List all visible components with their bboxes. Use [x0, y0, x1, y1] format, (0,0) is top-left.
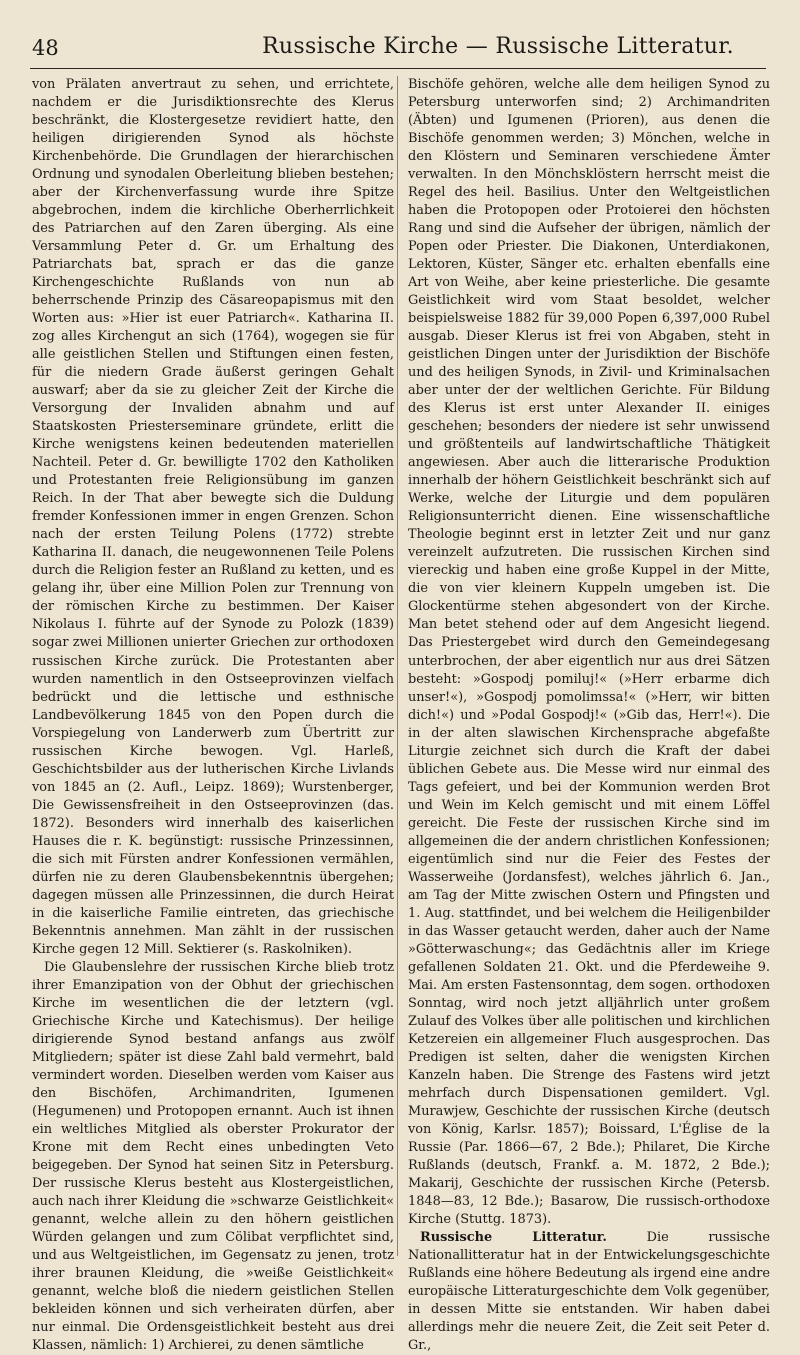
- running-title: Russische Kirche — Russische Litteratur.: [262, 34, 734, 59]
- column-divider: [397, 76, 398, 1256]
- entry-headword: Russische Litteratur.: [420, 1230, 607, 1245]
- right-paragraph-continuation: Bischöfe gehören, welche alle dem heiligen Synod zu Petersburg unterworfen sind; 2) Archimandriten (Äbten) und Igumenen (Prioren), aus denen die Bischöfe genommen werden; 3) Mönchen, welche in den Klöstern und Seminaren verschiedene Ämter verwalten. In den Mönchsklöstern herrscht meist die Regel des heil. Basilius. Unter den Weltgeistlichen haben die Protopopen oder Protoierei den höchsten Rang und sind die Aufseher der übrigen, nämlich der Popen oder Priester. Die Diakonen, Unterdiakonen, Lektoren, Küster, Sänger etc. erhalten ebenfalls eine Art von Weihe, aber keine priesterliche. Die gesamte Geistlichkeit wird vom Staat besoldet, welcher beispielsweise 1882 für 39,000 Popen 6,397,000 Rubel ausgab. Dieser Klerus ist frei von Abgaben, steht in geistlichen Dingen unter der Jurisdiktion der Bischöfe und des heiligen Synods, in Zivil- und Kriminalsachen aber unter der der weltlichen Gerichte. Für Bildung des Klerus ist erst unter Alexander II. einiges geschehen; besonders der niedere ist sehr unwissend und größtenteils auf landwirtschaftliche Thätigkeit angewiesen. Aber auch die litterarische Produktion innerhalb der höhern Geistlichkeit beschränkt sich auf Werke, welche der Liturgie und dem populären Religionsunterricht dienen. Eine wissenschaftliche Theologie beginnt erst in letzter Zeit und nur ganz vereinzelt aufzutreten. Die russischen Kirchen sind viereckig und haben eine große Kuppel in der Mitte, die von vier kleinern Kuppeln umgeben ist. Die Glockentürme stehen abgesondert von der Kirche. Man betet stehend oder auf dem Angesicht liegend. Das Priestergebet wird durch den Gemeindegesang unterbrochen, der aber eigentlich nur aus drei Sätzen besteht: »Gospodj pomiluj!« (»Herr erbarme dich unser!«), »Gospodj pomolimssa!« (»Herr, wir bitten dich!«) und »Podal Gospodj!« (»Gib das, Herr!«). Die in der alten slawischen Kirchensprache abgefaßte Liturgie zeichnet sich durch die Kraft der dabei üblichen Gebete aus. Die Messe wird nur einmal des Tags gefeiert, und bei der Kommunion werden Brot und Wein im Kelch gemischt und mit einem Löffel gereicht. Die Feste der russischen Kirche sind im allgemeinen die der andern christlichen Konfessionen; eigentümlich sind nur die Feier des Festes der Wasserweihe (Jordansfest), welches jährlich 6. Jan., am Tag der Mitte zwischen Ostern und Pfingsten und 1. Aug. stattfindet, und bei welchem die Heiligenbilder in das Wasser getaucht werden, daher auch der Name »Götterwaschung«; das Gedächtnis aller im Kriege gefallenen Soldaten 21. Okt. und die Pferdeweihe 9. Mai. Am ersten Fastensonntag, dem sogen. orthodoxen Sonntag, wird noch jetzt alljährlich unter großem Zulauf des Volkes über alle politischen und kirchlichen Ketzereien ein allgemeiner Fluch ausgesprochen. Das Predigen ist selten, daher die wenigsten Kirchen Kanzeln haben. Die Strenge des Fastens wird jetzt mehrfach durch Dispensationen gemildert. Vgl. Murawjew, Geschichte der russischen Kirche (deutsch von König, Karlsr. 1857); Boissard, L'Église de la Russie (Par. 1866—67, 2 Bde.); Philaret, Die Kirche Rußlands (deutsch, Frankf. a. M. 1872, 2 Bde.); Makarij, Geschichte der russischen Kirche (Petersb. 1848—83, 12 Bde.); Basarow, Die russisch-orthodoxe Kirche (Stuttg. 1873).: [408, 77, 770, 1227]
- left-paragraph-continuation: von Prälaten anvertraut zu sehen, und errichtete, nachdem er die Jurisdiktionsrechte des Klerus beschränkt, die Klostergesetze revidiert hatte, den heiligen dirigierenden Synod als höchste Kirchenbehörde. Die Grundlagen der hierarchischen Ordnung und synodalen Oberleitung blieben bestehen; aber der Kirchenverfassung wurde ihre Spitze abgebrochen, indem die kirchliche Oberherrlichkeit des Patriarchen auf den Zaren überging. Als eine Versammlung Peter d. Gr. um Erhaltung des Patriarchats bat, sprach er das die ganze Kirchengeschichte Rußlands von nun ab beherrschende Prinzip des Cäsareopapismus mit den Worten aus: »Hier ist euer Patriarch«. Katharina II. zog alles Kirchengut an sich (1764), wogegen sie für alle geistlichen Stellen und Stiftungen einen festen, für die niedern Grade äußerst geringen Gehalt auswarf; aber da sie zu gleicher Zeit der Kirche die Versorgung der Invaliden abnahm und auf Staatskosten Priesterseminare gründete, erlitt die Kirche wenigstens keinen bedeutenden materiellen Nachteil. Peter d. Gr. bewilligte 1702 den Katholiken und Protestanten freie Religionsübung im ganzen Reich. In der That aber bewegte sich die Duldung fremder Konfessionen immer in engen Grenzen. Schon nach der ersten Teilung Polens (1772) strebte Katharina II. danach, die neugewonnenen Teile Polens durch die Religion fester an Rußland zu ketten, und es gelang ihr, über eine Million Polen zur Trennung von der römischen Kirche zu bestimmen. Der Kaiser Nikolaus I. führte auf der Synode zu Polozk (1839) sogar zwei Millionen unierter Griechen zur orthodoxen russischen Kirche zurück. Die Protestanten aber wurden namentlich in den Ostseeprovinzen vielfach bedrückt und die lettische und esthnische Landbevölkerung 1845 von den Popen durch die Vorspiegelung von Landerwerb zum Übertritt zur russischen Kirche bewogen. Vgl. Harleß, Geschichtsbilder aus der lutherischen Kirche Livlands von 1845 an (2. Aufl., Leipz. 1869); Wurstenberger, Die Gewissensfreiheit in den Ostseeprovinzen (das. 1872). Besonders wird innerhalb des kaiserlichen Hauses die r. K. begünstigt: russische Prinzessinnen, die sich mit Fürsten andrer Konfessionen vermählen, dürfen nie zu deren Glaubensbekenntnis übergehen; dagegen müssen alle Prinzessinnen, die durch Heirat in die kaiserliche Familie eintreten, das griechische Bekenntnis annehmen. Man zählt in der russischen Kirche gegen 12 Mill. Sektierer (s. Raskolniken).: [32, 77, 394, 957]
- page-header: [30, 30, 766, 70]
- left-column: [32, 76, 394, 1355]
- left-paragraph-doctrine: Die Glaubenslehre der russischen Kirche blieb trotz ihrer Emanzipation von der Obhut der griechischen Kirche im wesentlichen die der letztern (vgl. Griechische Kirche und Katechismus). Der heilige dirigierende Synod bestand anfangs aus zwölf Mitgliedern; später ist diese Zahl bald vermehrt, bald vermindert worden. Dieselben werden vom Kaiser aus den Bischöfen, Archimandriten, Igumenen (Hegumenen) und Protopopen ernannt. Auch ist ihnen ein weltliches Mitglied als oberster Prokurator der Krone mit dem Recht eines unbedingten Veto beigegeben. Der Synod hat seinen Sitz in Petersburg. Der russische Klerus besteht aus Klostergeistlichen, auch nach ihrer Kleidung die »schwarze Geistlichkeit« genannt, welche allein zu den höhern geistlichen Würden gelangen und zum Cölibat verpflichtet sind, und aus Weltgeistlichen, im Gegensatz zu jenen, trotz ihrer braunen Kleidung, die »weiße Geistlichkeit« genannt, welche bloß die niedern geistlichen Stellen bekleiden können und sich verheiraten dürfen, aber nur einmal. Die Ordensgeistlichkeit besteht aus drei Klassen, nämlich: 1) Archierei, zu denen sämtliche: [32, 959, 394, 1354]
- right-paragraph-literature: [408, 1229, 770, 1355]
- header-rule: [30, 68, 766, 69]
- entry-body: Die russische Nationallitteratur hat in der Entwickelungsgeschichte Rußlands eine höhere Bedeutung als irgend eine andre europäische Litteraturgeschichte dem Volk gegenüber, in dessen Mitte sie entstanden. Wir haben dabei allerdings mehr die neuere Zeit, die Zeit seit Peter d. Gr.,: [408, 1230, 770, 1354]
- page-number: 48: [32, 36, 59, 60]
- right-column: [408, 76, 770, 1355]
